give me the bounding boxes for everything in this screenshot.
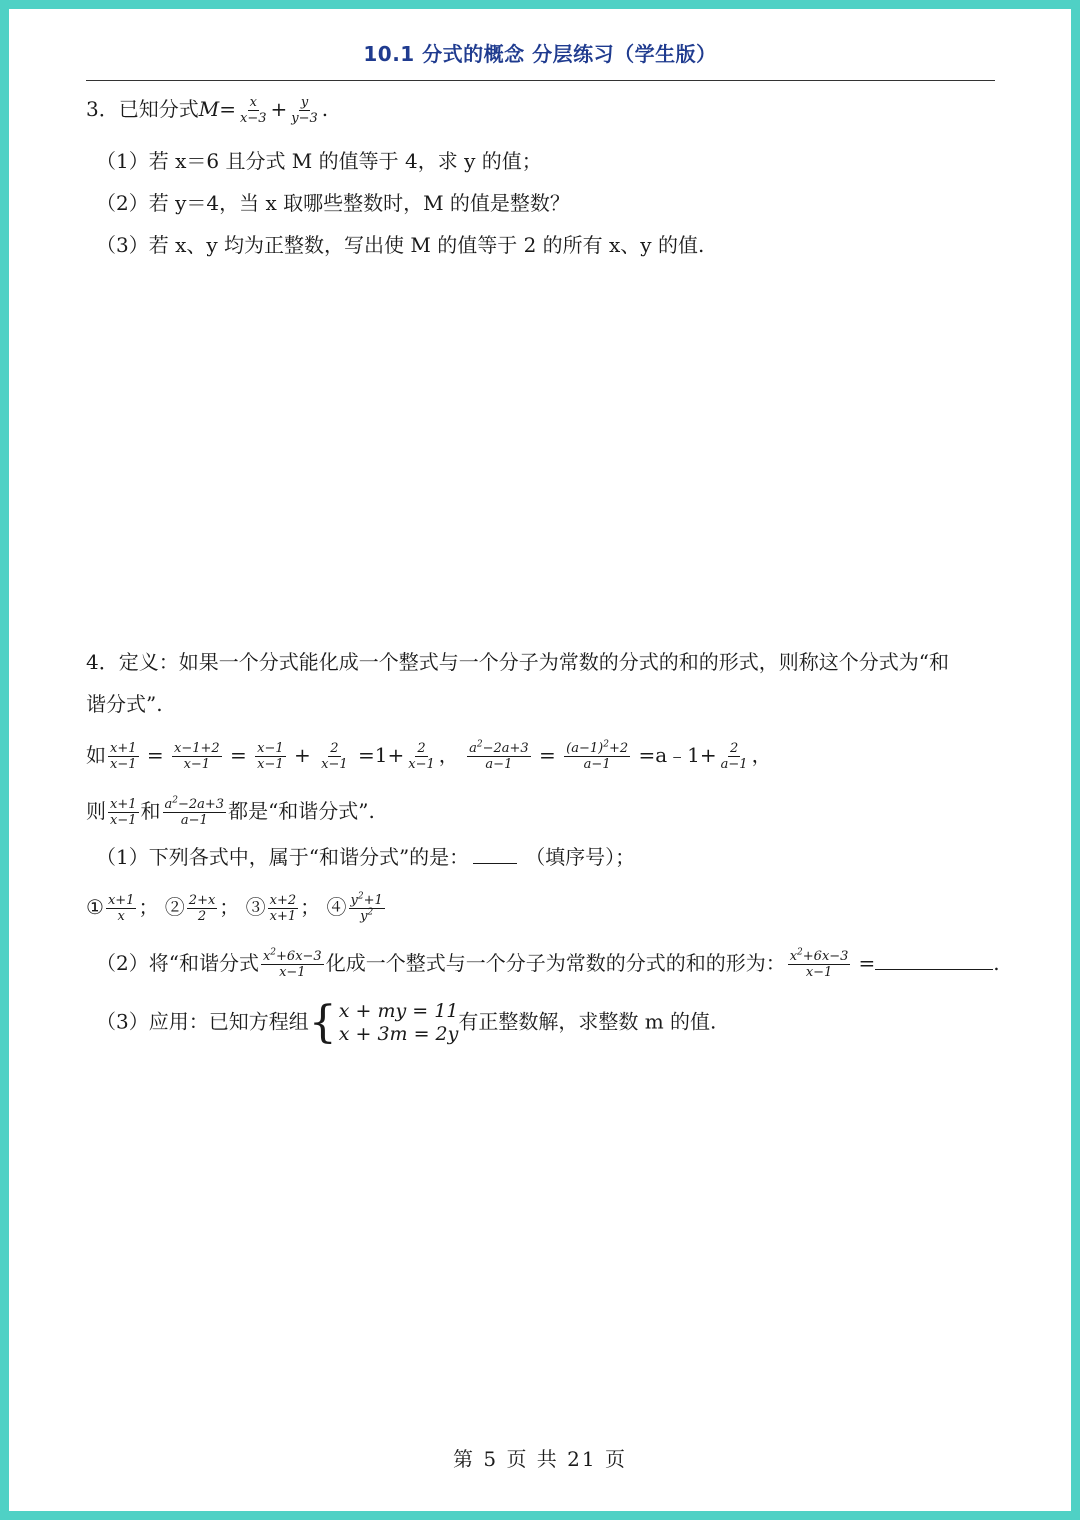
q3-part-3: （3）若 x、y 均为正整数，写出使 M 的值等于 2 的所有 x、y 的值. bbox=[96, 233, 705, 257]
p2-fraction-repeat: $\frac{x^2+6x-3}{x-1}$ bbox=[789, 947, 849, 980]
ex-fraction-g: $\frac{(a-1)^2+2}{a-1}$ bbox=[566, 739, 629, 772]
header-rule bbox=[86, 80, 995, 81]
equation-row-2: x + 3m = 2y bbox=[338, 1023, 459, 1045]
q3-end: . bbox=[321, 97, 329, 121]
option-4: ④ $\frac{y^2+1}{y^2}$ bbox=[326, 891, 383, 924]
ex-one-plus: =1+ bbox=[357, 743, 405, 767]
option-1: ① $\frac{x+1}{x}$ ； bbox=[86, 893, 159, 924]
option-2: ② $\frac{2+x}{2}$ ； bbox=[164, 893, 240, 924]
q4-part-1-fill-hint: （填序号）； bbox=[525, 845, 636, 869]
q4-part-3-text-a: （3）应用：已知方程组 bbox=[96, 1009, 309, 1034]
ex-eq-2: = bbox=[230, 743, 247, 767]
p2-fraction-source: $\frac{x^2+6x-3}{x-1}$ bbox=[262, 947, 322, 980]
q3-plus: + bbox=[270, 97, 288, 121]
ex-fraction-c: $\frac{x-1}{x-1}$ bbox=[257, 741, 284, 772]
q4-part-2-text-b: 化成一个整式与一个分子为常数的分式的和的形为： bbox=[325, 951, 786, 975]
q4-definition-line1: 4．定义：如果一个分式能化成一个整式与一个分子为常数的分式的和的形式，则称这个分式为“和 bbox=[86, 650, 949, 674]
ex-fraction-a: $\frac{x+1}{x-1}$ bbox=[110, 741, 137, 772]
ex-comma: ， bbox=[438, 743, 459, 767]
then-fraction-b: $\frac{a^2-2a+3}{a-1}$ bbox=[164, 795, 225, 828]
ex-fraction-d: $\frac{2}{x-1}$ bbox=[321, 741, 348, 772]
ex-fraction-b: $\frac{x-1+2}{x-1}$ bbox=[173, 741, 220, 772]
q3-var-m: M bbox=[198, 97, 220, 121]
equation-system bbox=[308, 997, 459, 1048]
ex-end: ， bbox=[751, 743, 772, 767]
equation-row-1: x + my = 11 bbox=[338, 1000, 459, 1022]
answer-blank-1[interactable] bbox=[473, 843, 517, 864]
p2-end: . bbox=[993, 951, 1000, 975]
p2-eq: = bbox=[858, 951, 876, 975]
q3-fraction-x: $\frac{x}{x-3}$ bbox=[239, 95, 267, 126]
then-fraction-a: $\frac{x+1}{x-1}$ bbox=[110, 797, 137, 828]
ex-fraction-e: $\frac{2}{x-1}$ bbox=[408, 741, 435, 772]
ex-fraction-h: $\frac{2}{a-1}$ bbox=[720, 741, 748, 772]
q3-part-2: （2）若 y＝4，当 x 取哪些整数时，M 的值是整数？ bbox=[96, 191, 570, 215]
page-header-title: 10.1 分式的概念 分层练习（学生版） bbox=[363, 42, 717, 66]
option-3: ③ $\frac{x+2}{x+1}$ ； bbox=[245, 893, 321, 924]
q4-part-3 bbox=[96, 997, 717, 1048]
q4-part-1-text: （1）下列各式中，属于“和谐分式”的是： bbox=[96, 845, 470, 869]
answer-blank-2[interactable] bbox=[875, 949, 993, 970]
q4-then bbox=[86, 796, 375, 828]
q3-statement bbox=[86, 94, 328, 126]
page-footer: 第 5 页 共 21 页 bbox=[453, 1447, 627, 1471]
ex-plus: + bbox=[294, 743, 311, 767]
q4-definition-line2: 谐分式”. bbox=[86, 692, 163, 716]
q4-part-3-text-b: 有正整数解，求整数 m 的值. bbox=[458, 1009, 717, 1034]
q4-part-2 bbox=[96, 948, 1000, 980]
q4-example-prefix: 如 bbox=[86, 743, 106, 767]
q3-part-1: （1）若 x＝6 且分式 M 的值等于 4，求 y 的值； bbox=[96, 149, 542, 173]
q3-prefix: 3．已知分式 bbox=[86, 97, 199, 121]
q4-part-2-text-a: （2）将“和谐分式 bbox=[96, 951, 259, 975]
ex-tail: =a﹣1+ bbox=[638, 743, 717, 767]
q3-eq: = bbox=[219, 97, 236, 121]
q3-fraction-y: $\frac{y}{y-3}$ bbox=[291, 95, 318, 126]
ex-fraction-f: $\frac{a^2-2a+3}{a-1}$ bbox=[469, 739, 529, 772]
ex-eq-1: = bbox=[146, 743, 164, 767]
then-and: 和 bbox=[140, 799, 161, 823]
then-end: 都是“和谐分式”. bbox=[228, 799, 375, 823]
brace-icon: { bbox=[308, 997, 337, 1048]
q4-example bbox=[86, 740, 772, 772]
q4-options bbox=[86, 892, 387, 924]
then-prefix: 则 bbox=[86, 799, 106, 823]
ex-eq-3: = bbox=[539, 743, 556, 767]
q4-part-1 bbox=[96, 842, 635, 872]
